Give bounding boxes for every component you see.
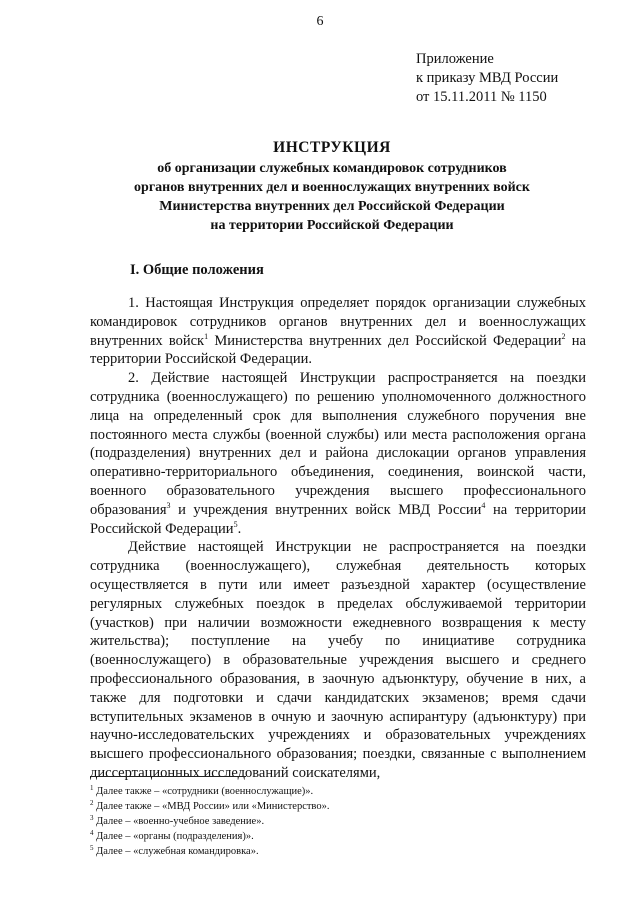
footnote-ref: 2	[561, 331, 566, 341]
title-line-2: органов внутренних дел и военнослужащих внутренних войск	[134, 180, 530, 195]
section-heading: I. Общие положения	[130, 262, 264, 278]
paragraph-1: 1. Настоящая Инструкция определяет порядок организации служебных командировок сотрудников органов внутренних дел и военнослужащих внутренних войск$^1$ Министерства внутренних дел Российской Федерации$^2$ на территории Российской Федерации.	[90, 295, 586, 368]
footnote-ref: 5	[233, 519, 238, 529]
paragraph-3: Действие настоящей Инструкции не распространяется на поездки сотрудника (военнослужащего), служебная деятельность которых осуществляется в пути или имеет разъездной характер (осуществление регулярных служебных поездок в пределах обслуживаемой территории (участков) при наличии возможности ежедневного возвращения к месту жительства); поступление на учебу по инициативе сотрудника (военнослужащего) в образовательные учреждения высшего и среднего профессионального образования, в заочную адъюнктуру, обучение в них, а также для подготовки и сдачи кандидатских экзаменов; время сдачи вступительных экзаменов в очную и заочную аспирантуру (адъюнктуру) при научно-исследовательских учреждениях и образовательных учреждениях высшего профессионального образования; поездки, связанные с выполнением диссертационных исследований соискателями,	[90, 539, 586, 781]
footnote-item: $^3$ Далее – «военно-учебное заведение».	[90, 814, 265, 827]
footnote-separator	[90, 776, 246, 777]
title-main: ИНСТРУКЦИЯ	[273, 139, 391, 156]
footnote-item: $^4$ Далее – «органы (подразделения)».	[90, 829, 254, 842]
title-line-1: об организации служебных командировок сотрудников	[157, 161, 507, 176]
footnotes	[90, 784, 329, 859]
appendix-line-3: от 15.11.2011 № 1150	[416, 89, 547, 105]
document-title	[100, 138, 564, 235]
page-number: 6	[316, 14, 324, 29]
appendix-block	[416, 50, 558, 107]
footnote-ref: 3	[166, 500, 171, 510]
footnote-item: $^1$ Далее также – «сотрудники (военнослужащие)».	[90, 784, 314, 797]
footnote-item: $^2$ Далее также – «МВД России» или «Министерство».	[90, 799, 330, 812]
paragraph-2: 2. Действие настоящей Инструкции распространяется на поездки сотрудника (военнослужащего) по решению уполномоченного должностного лица на определенный срок для выполнения служебного поручения вне постоянного места службы (военной службы) или места расположения органа (подразделения) внутренних дел и района дислокации органов управления оперативно-территориального объединения, соединения, воинской части, военного образовательного учреждения высшего профессионального образования$^3$ и учреждения внутренних войск МВД России$^4$ на территории Российской Федерации$^5$.	[90, 370, 586, 537]
footnote-item: $^5$ Далее – «служебная командировка».	[90, 844, 259, 857]
footnote-ref: 1	[204, 331, 209, 341]
body-text	[90, 294, 586, 783]
title-line-3: Министерства внутренних дел Российской Федерации	[159, 199, 505, 214]
appendix-line-2: к приказу МВД России	[416, 70, 559, 86]
title-line-4: на территории Российской Федерации	[210, 218, 454, 233]
appendix-line-1: Приложение	[416, 51, 494, 67]
footnote-ref: 4	[481, 500, 486, 510]
